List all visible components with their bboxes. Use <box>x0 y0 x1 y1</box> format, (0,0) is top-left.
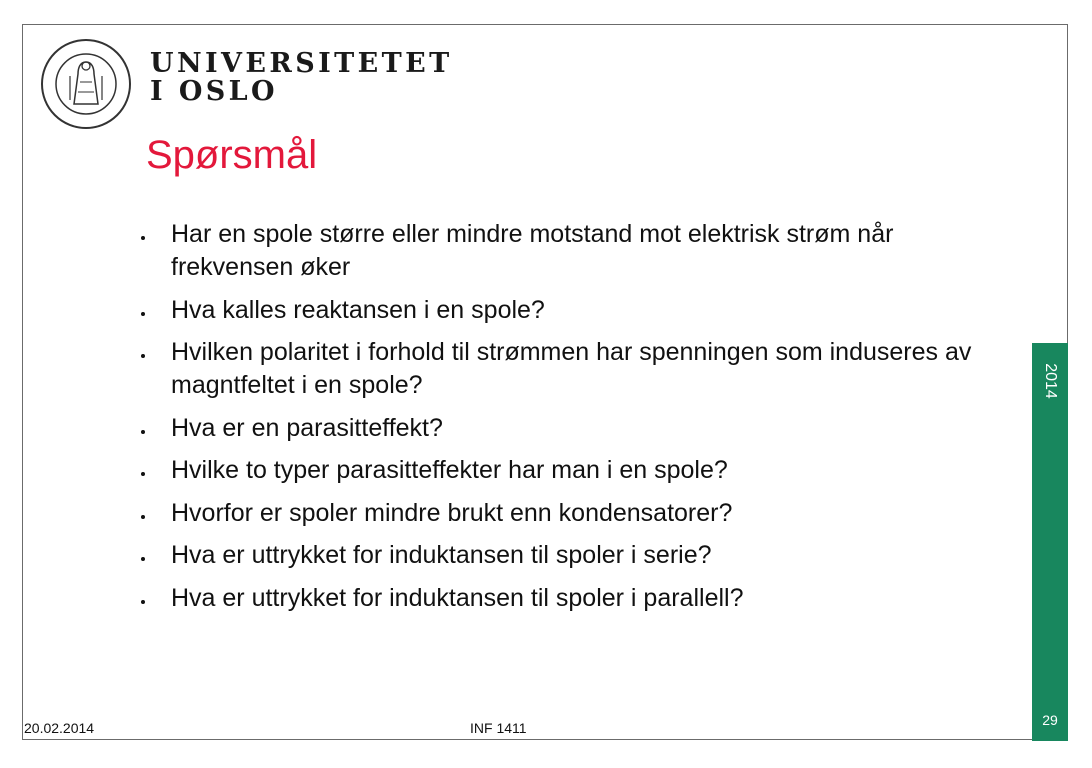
page-number: 29 <box>1042 712 1058 728</box>
bullet-text: Hvilke to typer parasitteffekter har man i en spole? <box>171 456 728 484</box>
bullet-text: Hvilken polaritet i forhold til strømmen har spenningen som induseres av magntfeltet i en spole? <box>171 338 972 399</box>
sidebar-bar <box>1032 343 1068 741</box>
bullet-dot-icon <box>141 312 145 316</box>
sidebar-year: 2014 <box>1042 363 1059 399</box>
bullet-text: Hva er uttrykket for induktansen til spoler i parallell? <box>171 583 744 612</box>
bullet-text: Hvorfor er spoler mindre brukt enn kondensatorer? <box>171 498 733 527</box>
bullet-dot-icon <box>141 354 145 358</box>
university-name-line1: UNIVERSITETET <box>150 48 453 79</box>
bullet-item <box>141 454 991 487</box>
bullet-item <box>141 539 991 572</box>
slide-title: Spørsmål <box>146 133 318 177</box>
university-seal-icon <box>40 38 132 130</box>
footer-date: 20.02.2014 <box>24 720 95 736</box>
bullet-item <box>141 497 991 530</box>
university-name <box>150 50 453 106</box>
bullet-text: Hva er uttrykket for induktansen til spoler i serie? <box>171 541 712 569</box>
bullet-item <box>141 294 991 327</box>
bullet-item <box>141 582 991 615</box>
bullet-item <box>141 412 991 445</box>
bullet-text: Har en spole større eller mindre motstand mot elektrisk strøm når frekvensen øker <box>171 220 894 281</box>
bullet-dot-icon <box>141 515 145 519</box>
university-name-line2: I OSLO <box>150 76 278 107</box>
bullet-item <box>141 336 991 402</box>
footer-course: INF 1411 <box>470 720 527 736</box>
bullet-item <box>141 218 991 284</box>
bullet-list <box>141 218 991 624</box>
bullet-dot-icon <box>141 430 145 434</box>
bullet-dot-icon <box>141 557 145 561</box>
bullet-dot-icon <box>141 600 145 604</box>
bullet-dot-icon <box>141 472 145 476</box>
bullet-dot-icon <box>141 236 145 240</box>
bullet-text: Hva er en parasitteffekt? <box>171 413 443 442</box>
bullet-text: Hva kalles reaktansen i en spole? <box>171 295 545 324</box>
